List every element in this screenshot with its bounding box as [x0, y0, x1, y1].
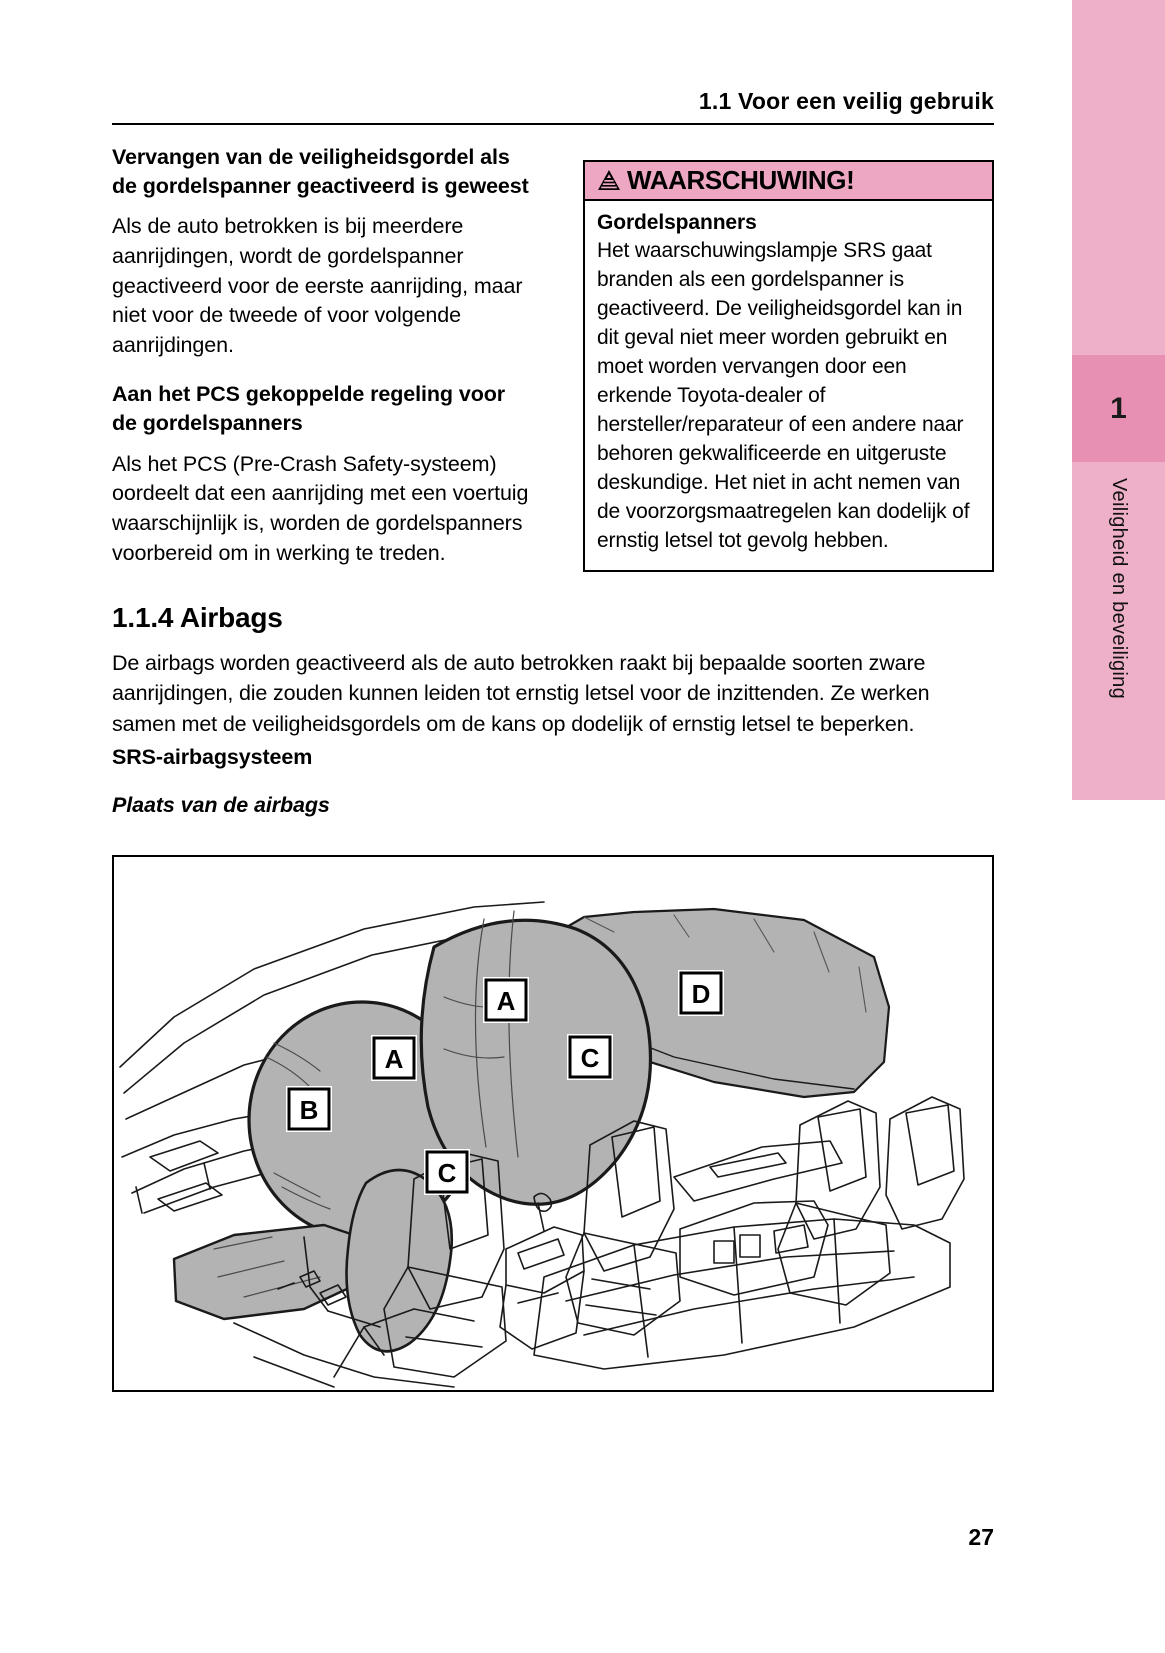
callout-a-driver	[371, 1035, 417, 1081]
heading-vervangen-veiligheidsgordel: Vervangen van de veiligheidsgordel als de gordelspanner geactiveerd is geweest	[112, 145, 529, 198]
svg-text:C: C	[580, 1043, 600, 1073]
svg-text:B: B	[299, 1095, 319, 1125]
right-column	[583, 160, 994, 572]
warning-triangle-icon	[597, 169, 621, 191]
chapter-title-text: Veiligheid en beveiliging	[1108, 478, 1130, 699]
paragraph-meerdere-aanrijdingen: Als de auto betrokken is bij meerdere aanrijdingen, wordt de gordelspanner geactiveerd voor de eerste aanrijding, maar niet voor de tweede of voor volgende aanrijdingen.	[112, 214, 523, 357]
warning-heading: Gordelspanners	[597, 211, 757, 234]
section-intro-text: De airbags worden geactiveerd als de auto betrokken raakt bij bepaalde soorten zware aanrijdingen, die zouden kunnen leiden tot ernstig letsel voor de inzittenden. Ze werken samen met de veiligheidsgordels om de kans op dodelijk of ernstig letsel te beperken.	[112, 651, 930, 736]
page-number: 27	[968, 1524, 994, 1550]
vehicle-interior-drawing	[114, 857, 992, 1390]
airbag-location-illustration	[112, 855, 994, 1392]
callout-c-lower	[424, 1149, 470, 1195]
chapter-number-label: 1	[1110, 391, 1127, 425]
paragraph-pcs-gordelspanners: Als het PCS (Pre-Crash Safety-systeem) oordeelt dat een aanrijding met een voertuig waarschijnlijk is, worden de gordelspanners voorbereid om in werking te treden.	[112, 451, 529, 565]
chapter-number-block	[1072, 355, 1165, 462]
svg-text:A: A	[496, 986, 516, 1016]
warning-body	[585, 201, 992, 570]
heading-pcs-gekoppelde-regeling: Aan het PCS gekoppelde regeling voor de gordelspanners	[112, 382, 506, 436]
callout-b	[286, 1086, 332, 1132]
svg-text:C: C	[437, 1158, 457, 1188]
left-column	[112, 143, 530, 568]
callout-c-front	[567, 1034, 613, 1080]
subheading-srs-airbagsysteem: SRS-airbagsysteem	[112, 745, 313, 769]
callout-d	[678, 970, 724, 1016]
running-header: 1.1 Voor een veilig gebruik	[698, 88, 994, 114]
callout-a-passenger	[483, 977, 529, 1023]
warning-banner-title: WAARSCHUWING!	[627, 165, 855, 195]
warning-text: Het waarschuwingslampje SRS gaat branden als een gordelspanner is geactiveerd. De veiligheidsgordel kan in dit geval niet meer worden gebruikt en moet worden vervangen door een erkende Toyota-dealer of hersteller/reparateur of een andere naar behoren gekwalificeerde en uitgeruste deskundige. Het niet in acht nemen van de voorzorgsmaatregelen kan dodelijk of ernstig letsel tot gevolg hebben.	[597, 239, 970, 552]
warning-banner	[585, 162, 992, 201]
header-divider	[112, 123, 994, 125]
figure-heading-plaats-airbags: Plaats van de airbags	[112, 793, 330, 817]
chapter-side-tab	[1072, 0, 1165, 800]
warning-box	[583, 160, 994, 572]
section-heading-airbags: 1.1.4 Airbags	[112, 602, 283, 633]
svg-text:D: D	[691, 979, 711, 1009]
svg-text:A: A	[384, 1044, 404, 1074]
chapter-title-vertical	[1072, 470, 1165, 800]
